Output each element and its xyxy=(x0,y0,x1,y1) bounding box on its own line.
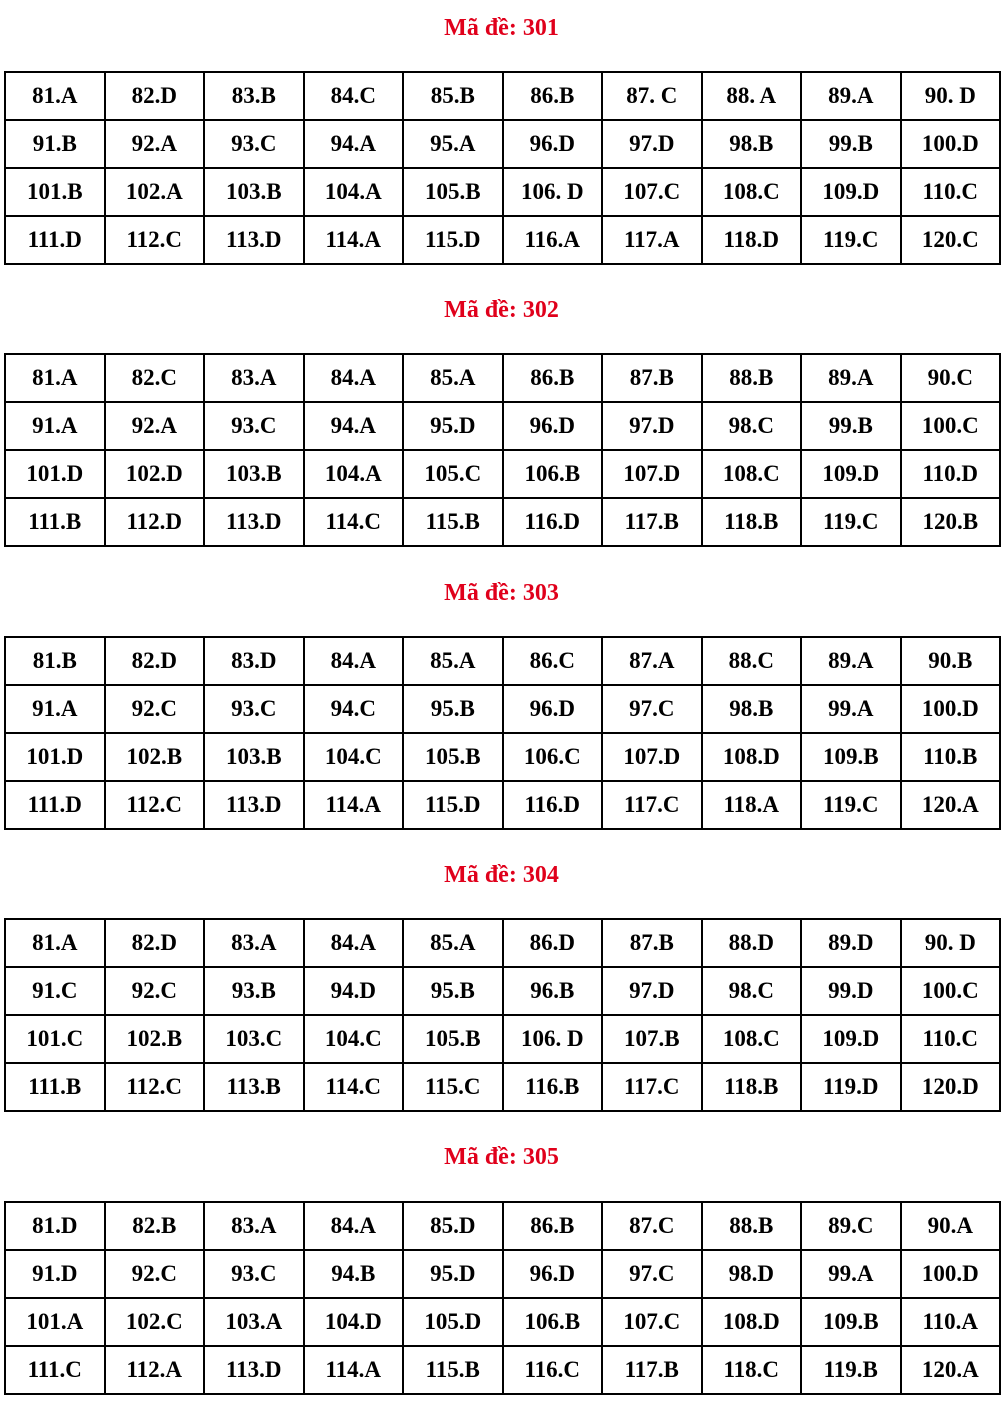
answer-table xyxy=(4,636,1001,830)
answer-cell: 102.D xyxy=(105,450,205,498)
answer-cell: 84.A xyxy=(304,919,404,967)
answer-cell: 104.C xyxy=(304,733,404,781)
answer-cell: 97.C xyxy=(602,685,702,733)
table-row xyxy=(5,1298,1000,1346)
answer-cell: 103.C xyxy=(204,1015,304,1063)
answer-cell: 93.C xyxy=(204,402,304,450)
answer-cell: 106. D xyxy=(503,168,603,216)
answer-cell: 104.D xyxy=(304,1298,404,1346)
answer-cell: 109.D xyxy=(801,1015,901,1063)
answer-cell: 106.C xyxy=(503,733,603,781)
answer-cell: 105.D xyxy=(403,1298,503,1346)
answer-cell: 99.A xyxy=(801,685,901,733)
answer-cell: 91.C xyxy=(5,967,105,1015)
answer-cell: 116.D xyxy=(503,781,603,829)
answer-cell: 89.A xyxy=(801,72,901,120)
table-row xyxy=(5,120,1000,168)
answer-cell: 91.A xyxy=(5,685,105,733)
answer-cell: 107.C xyxy=(602,168,702,216)
answer-cell: 83.A xyxy=(204,1202,304,1250)
answer-cell: 87.A xyxy=(602,637,702,685)
answer-cell: 85.A xyxy=(403,919,503,967)
answer-cell: 97.D xyxy=(602,967,702,1015)
table-row xyxy=(5,637,1000,685)
answer-cell: 114.A xyxy=(304,1346,404,1394)
table-row xyxy=(5,733,1000,781)
answer-cell: 98.C xyxy=(702,402,802,450)
answer-cell: 103.A xyxy=(204,1298,304,1346)
answer-cell: 108.D xyxy=(702,733,802,781)
answer-cell: 108.C xyxy=(702,1015,802,1063)
answer-cell: 100.D xyxy=(901,685,1001,733)
answer-cell: 88.D xyxy=(702,919,802,967)
answer-cell: 120.B xyxy=(901,498,1001,546)
answer-cell: 96.D xyxy=(503,685,603,733)
answer-cell: 105.B xyxy=(403,733,503,781)
answer-cell: 105.C xyxy=(403,450,503,498)
answer-cell: 100.D xyxy=(901,1250,1001,1298)
answer-cell: 109.B xyxy=(801,1298,901,1346)
answer-cell: 85.D xyxy=(403,1202,503,1250)
answer-cell: 110.A xyxy=(901,1298,1001,1346)
answer-cell: 82.C xyxy=(105,354,205,402)
answer-cell: 119.D xyxy=(801,1063,901,1111)
table-row xyxy=(5,919,1000,967)
answer-cell: 114.A xyxy=(304,781,404,829)
answer-cell: 112.C xyxy=(105,781,205,829)
answer-cell: 107.B xyxy=(602,1015,702,1063)
table-row xyxy=(5,354,1000,402)
answer-cell: 86.B xyxy=(503,354,603,402)
answer-cell: 85.A xyxy=(403,637,503,685)
answer-cell: 118.A xyxy=(702,781,802,829)
answer-cell: 116.B xyxy=(503,1063,603,1111)
answer-cell: 92.A xyxy=(105,402,205,450)
answer-cell: 115.D xyxy=(403,216,503,264)
answer-cell: 103.B xyxy=(204,733,304,781)
exam-code-title: Mã đề: 303 xyxy=(444,580,559,606)
answer-cell: 88.C xyxy=(702,637,802,685)
answer-cell: 86.B xyxy=(503,72,603,120)
answer-cell: 87. C xyxy=(602,72,702,120)
answer-cell: 83.B xyxy=(204,72,304,120)
answer-cell: 97.C xyxy=(602,1250,702,1298)
answer-cell: 111.D xyxy=(5,781,105,829)
answer-cell: 117.B xyxy=(602,498,702,546)
answer-cell: 118.D xyxy=(702,216,802,264)
answer-cell: 99.D xyxy=(801,967,901,1015)
answer-cell: 94.B xyxy=(304,1250,404,1298)
answer-cell: 102.C xyxy=(105,1298,205,1346)
answer-cell: 113.D xyxy=(204,498,304,546)
answer-cell: 81.A xyxy=(5,354,105,402)
answer-cell: 89.A xyxy=(801,637,901,685)
answer-cell: 96.D xyxy=(503,120,603,168)
answer-cell: 83.A xyxy=(204,919,304,967)
answer-cell: 102.A xyxy=(105,168,205,216)
answer-table xyxy=(4,353,1001,547)
answer-cell: 100.D xyxy=(901,120,1001,168)
answer-cell: 105.B xyxy=(403,168,503,216)
table-row xyxy=(5,781,1000,829)
answer-cell: 95.B xyxy=(403,967,503,1015)
answer-cell: 119.B xyxy=(801,1346,901,1394)
answer-cell: 96.D xyxy=(503,402,603,450)
answer-cell: 114.C xyxy=(304,1063,404,1111)
answer-cell: 90.B xyxy=(901,637,1001,685)
answer-cell: 91.D xyxy=(5,1250,105,1298)
exam-code-title: Mã đề: 301 xyxy=(444,15,559,41)
answer-cell: 84.C xyxy=(304,72,404,120)
answer-cell: 114.C xyxy=(304,498,404,546)
answer-table xyxy=(4,1201,1001,1395)
answer-cell: 106. D xyxy=(503,1015,603,1063)
answer-cell: 87.C xyxy=(602,1202,702,1250)
answer-cell: 116.A xyxy=(503,216,603,264)
answer-cell: 99.A xyxy=(801,1250,901,1298)
table-row xyxy=(5,168,1000,216)
answer-cell: 104.A xyxy=(304,168,404,216)
answer-cell: 108.C xyxy=(702,450,802,498)
exam-code-title: Mã đề: 305 xyxy=(444,1144,559,1170)
answer-cell: 113.B xyxy=(204,1063,304,1111)
exam-code-title: Mã đề: 304 xyxy=(444,862,559,888)
answer-cell: 101.C xyxy=(5,1015,105,1063)
answer-cell: 110.C xyxy=(901,1015,1001,1063)
answer-cell: 101.D xyxy=(5,733,105,781)
answer-cell: 97.D xyxy=(602,120,702,168)
table-row xyxy=(5,1346,1000,1394)
answer-cell: 90.C xyxy=(901,354,1001,402)
answer-cell: 110.C xyxy=(901,168,1001,216)
answer-cell: 83.D xyxy=(204,637,304,685)
answer-cell: 107.D xyxy=(602,450,702,498)
answer-cell: 87.B xyxy=(602,354,702,402)
answer-cell: 94.C xyxy=(304,685,404,733)
answer-cell: 116.D xyxy=(503,498,603,546)
answer-cell: 102.B xyxy=(105,1015,205,1063)
answer-cell: 103.B xyxy=(204,168,304,216)
table-row xyxy=(5,1015,1000,1063)
answer-cell: 82.B xyxy=(105,1202,205,1250)
answer-cell: 93.B xyxy=(204,967,304,1015)
answer-cell: 113.D xyxy=(204,216,304,264)
answer-cell: 96.B xyxy=(503,967,603,1015)
answer-cell: 82.D xyxy=(105,637,205,685)
answer-cell: 88. A xyxy=(702,72,802,120)
answer-cell: 106.B xyxy=(503,450,603,498)
answer-cell: 82.D xyxy=(105,72,205,120)
answer-cell: 117.C xyxy=(602,781,702,829)
answer-cell: 90.A xyxy=(901,1202,1001,1250)
answer-cell: 107.D xyxy=(602,733,702,781)
answer-cell: 100.C xyxy=(901,967,1001,1015)
table-row xyxy=(5,498,1000,546)
answer-cell: 100.C xyxy=(901,402,1001,450)
answer-cell: 93.C xyxy=(204,685,304,733)
answer-cell: 90. D xyxy=(901,919,1001,967)
answer-cell: 117.A xyxy=(602,216,702,264)
answer-cell: 81.D xyxy=(5,1202,105,1250)
exam-code-title: Mã đề: 302 xyxy=(444,297,559,323)
answer-cell: 90. D xyxy=(901,72,1001,120)
answer-cell: 94.A xyxy=(304,402,404,450)
answer-cell: 103.B xyxy=(204,450,304,498)
table-row xyxy=(5,450,1000,498)
answer-cell: 110.D xyxy=(901,450,1001,498)
answer-cell: 88.B xyxy=(702,354,802,402)
answer-cell: 84.A xyxy=(304,354,404,402)
answer-cell: 112.D xyxy=(105,498,205,546)
answer-cell: 89.A xyxy=(801,354,901,402)
answer-cell: 92.C xyxy=(105,967,205,1015)
answer-cell: 93.C xyxy=(204,120,304,168)
answer-cell: 115.C xyxy=(403,1063,503,1111)
answer-cell: 96.D xyxy=(503,1250,603,1298)
table-row xyxy=(5,1250,1000,1298)
answer-cell: 115.B xyxy=(403,498,503,546)
answer-cell: 101.B xyxy=(5,168,105,216)
answer-cell: 85.A xyxy=(403,354,503,402)
answer-cell: 116.C xyxy=(503,1346,603,1394)
answer-cell: 92.C xyxy=(105,685,205,733)
answer-cell: 109.D xyxy=(801,450,901,498)
answer-cell: 117.B xyxy=(602,1346,702,1394)
answer-cell: 84.A xyxy=(304,1202,404,1250)
answer-cell: 120.A xyxy=(901,781,1001,829)
answer-cell: 107.C xyxy=(602,1298,702,1346)
answer-cell: 98.B xyxy=(702,685,802,733)
answer-cell: 118.C xyxy=(702,1346,802,1394)
answer-cell: 91.B xyxy=(5,120,105,168)
answer-cell: 86.C xyxy=(503,637,603,685)
answer-cell: 98.D xyxy=(702,1250,802,1298)
answer-cell: 102.B xyxy=(105,733,205,781)
answer-cell: 112.A xyxy=(105,1346,205,1394)
answer-cell: 99.B xyxy=(801,120,901,168)
answer-cell: 81.B xyxy=(5,637,105,685)
answer-cell: 114.A xyxy=(304,216,404,264)
answer-cell: 105.B xyxy=(403,1015,503,1063)
answer-cell: 111.B xyxy=(5,498,105,546)
answer-cell: 95.A xyxy=(403,120,503,168)
answer-cell: 113.D xyxy=(204,781,304,829)
answer-table xyxy=(4,71,1001,265)
answer-cell: 93.C xyxy=(204,1250,304,1298)
answer-cell: 111.B xyxy=(5,1063,105,1111)
answer-cell: 119.C xyxy=(801,216,901,264)
answer-cell: 86.D xyxy=(503,919,603,967)
answer-cell: 120.A xyxy=(901,1346,1001,1394)
answer-cell: 84.A xyxy=(304,637,404,685)
answer-cell: 82.D xyxy=(105,919,205,967)
answer-cell: 91.A xyxy=(5,402,105,450)
answer-cell: 109.D xyxy=(801,168,901,216)
table-row xyxy=(5,72,1000,120)
answer-cell: 119.C xyxy=(801,498,901,546)
answer-cell: 99.B xyxy=(801,402,901,450)
answer-cell: 118.B xyxy=(702,498,802,546)
answer-cell: 112.C xyxy=(105,216,205,264)
answer-cell: 112.C xyxy=(105,1063,205,1111)
answer-cell: 108.C xyxy=(702,168,802,216)
answer-cell: 106.B xyxy=(503,1298,603,1346)
answer-cell: 85.B xyxy=(403,72,503,120)
answer-cell: 101.D xyxy=(5,450,105,498)
answer-table xyxy=(4,918,1001,1112)
answer-cell: 88.B xyxy=(702,1202,802,1250)
answer-cell: 98.B xyxy=(702,120,802,168)
answer-cell: 117.C xyxy=(602,1063,702,1111)
answer-cell: 83.A xyxy=(204,354,304,402)
answer-cell: 104.A xyxy=(304,450,404,498)
answer-cell: 115.D xyxy=(403,781,503,829)
answer-cell: 95.B xyxy=(403,685,503,733)
table-row xyxy=(5,1202,1000,1250)
answer-cell: 110.B xyxy=(901,733,1001,781)
answer-cell: 94.A xyxy=(304,120,404,168)
answer-cell: 118.B xyxy=(702,1063,802,1111)
answer-cell: 109.B xyxy=(801,733,901,781)
answer-cell: 86.B xyxy=(503,1202,603,1250)
answer-cell: 95.D xyxy=(403,1250,503,1298)
answer-cell: 111.D xyxy=(5,216,105,264)
answer-cell: 115.B xyxy=(403,1346,503,1394)
answer-cell: 98.C xyxy=(702,967,802,1015)
table-row xyxy=(5,402,1000,450)
table-row xyxy=(5,967,1000,1015)
answer-cell: 111.C xyxy=(5,1346,105,1394)
answer-cell: 113.D xyxy=(204,1346,304,1394)
answer-cell: 108.D xyxy=(702,1298,802,1346)
answer-cell: 120.C xyxy=(901,216,1001,264)
answer-cell: 97.D xyxy=(602,402,702,450)
answer-cell: 120.D xyxy=(901,1063,1001,1111)
table-row xyxy=(5,1063,1000,1111)
answer-cell: 92.A xyxy=(105,120,205,168)
table-row xyxy=(5,216,1000,264)
answer-cell: 119.C xyxy=(801,781,901,829)
answer-cell: 101.A xyxy=(5,1298,105,1346)
answer-cell: 89.C xyxy=(801,1202,901,1250)
answer-cell: 87.B xyxy=(602,919,702,967)
answer-cell: 89.D xyxy=(801,919,901,967)
answer-cell: 95.D xyxy=(403,402,503,450)
answer-cell: 81.A xyxy=(5,919,105,967)
answer-cell: 104.C xyxy=(304,1015,404,1063)
answer-cell: 81.A xyxy=(5,72,105,120)
table-row xyxy=(5,685,1000,733)
answer-cell: 92.C xyxy=(105,1250,205,1298)
answer-cell: 94.D xyxy=(304,967,404,1015)
